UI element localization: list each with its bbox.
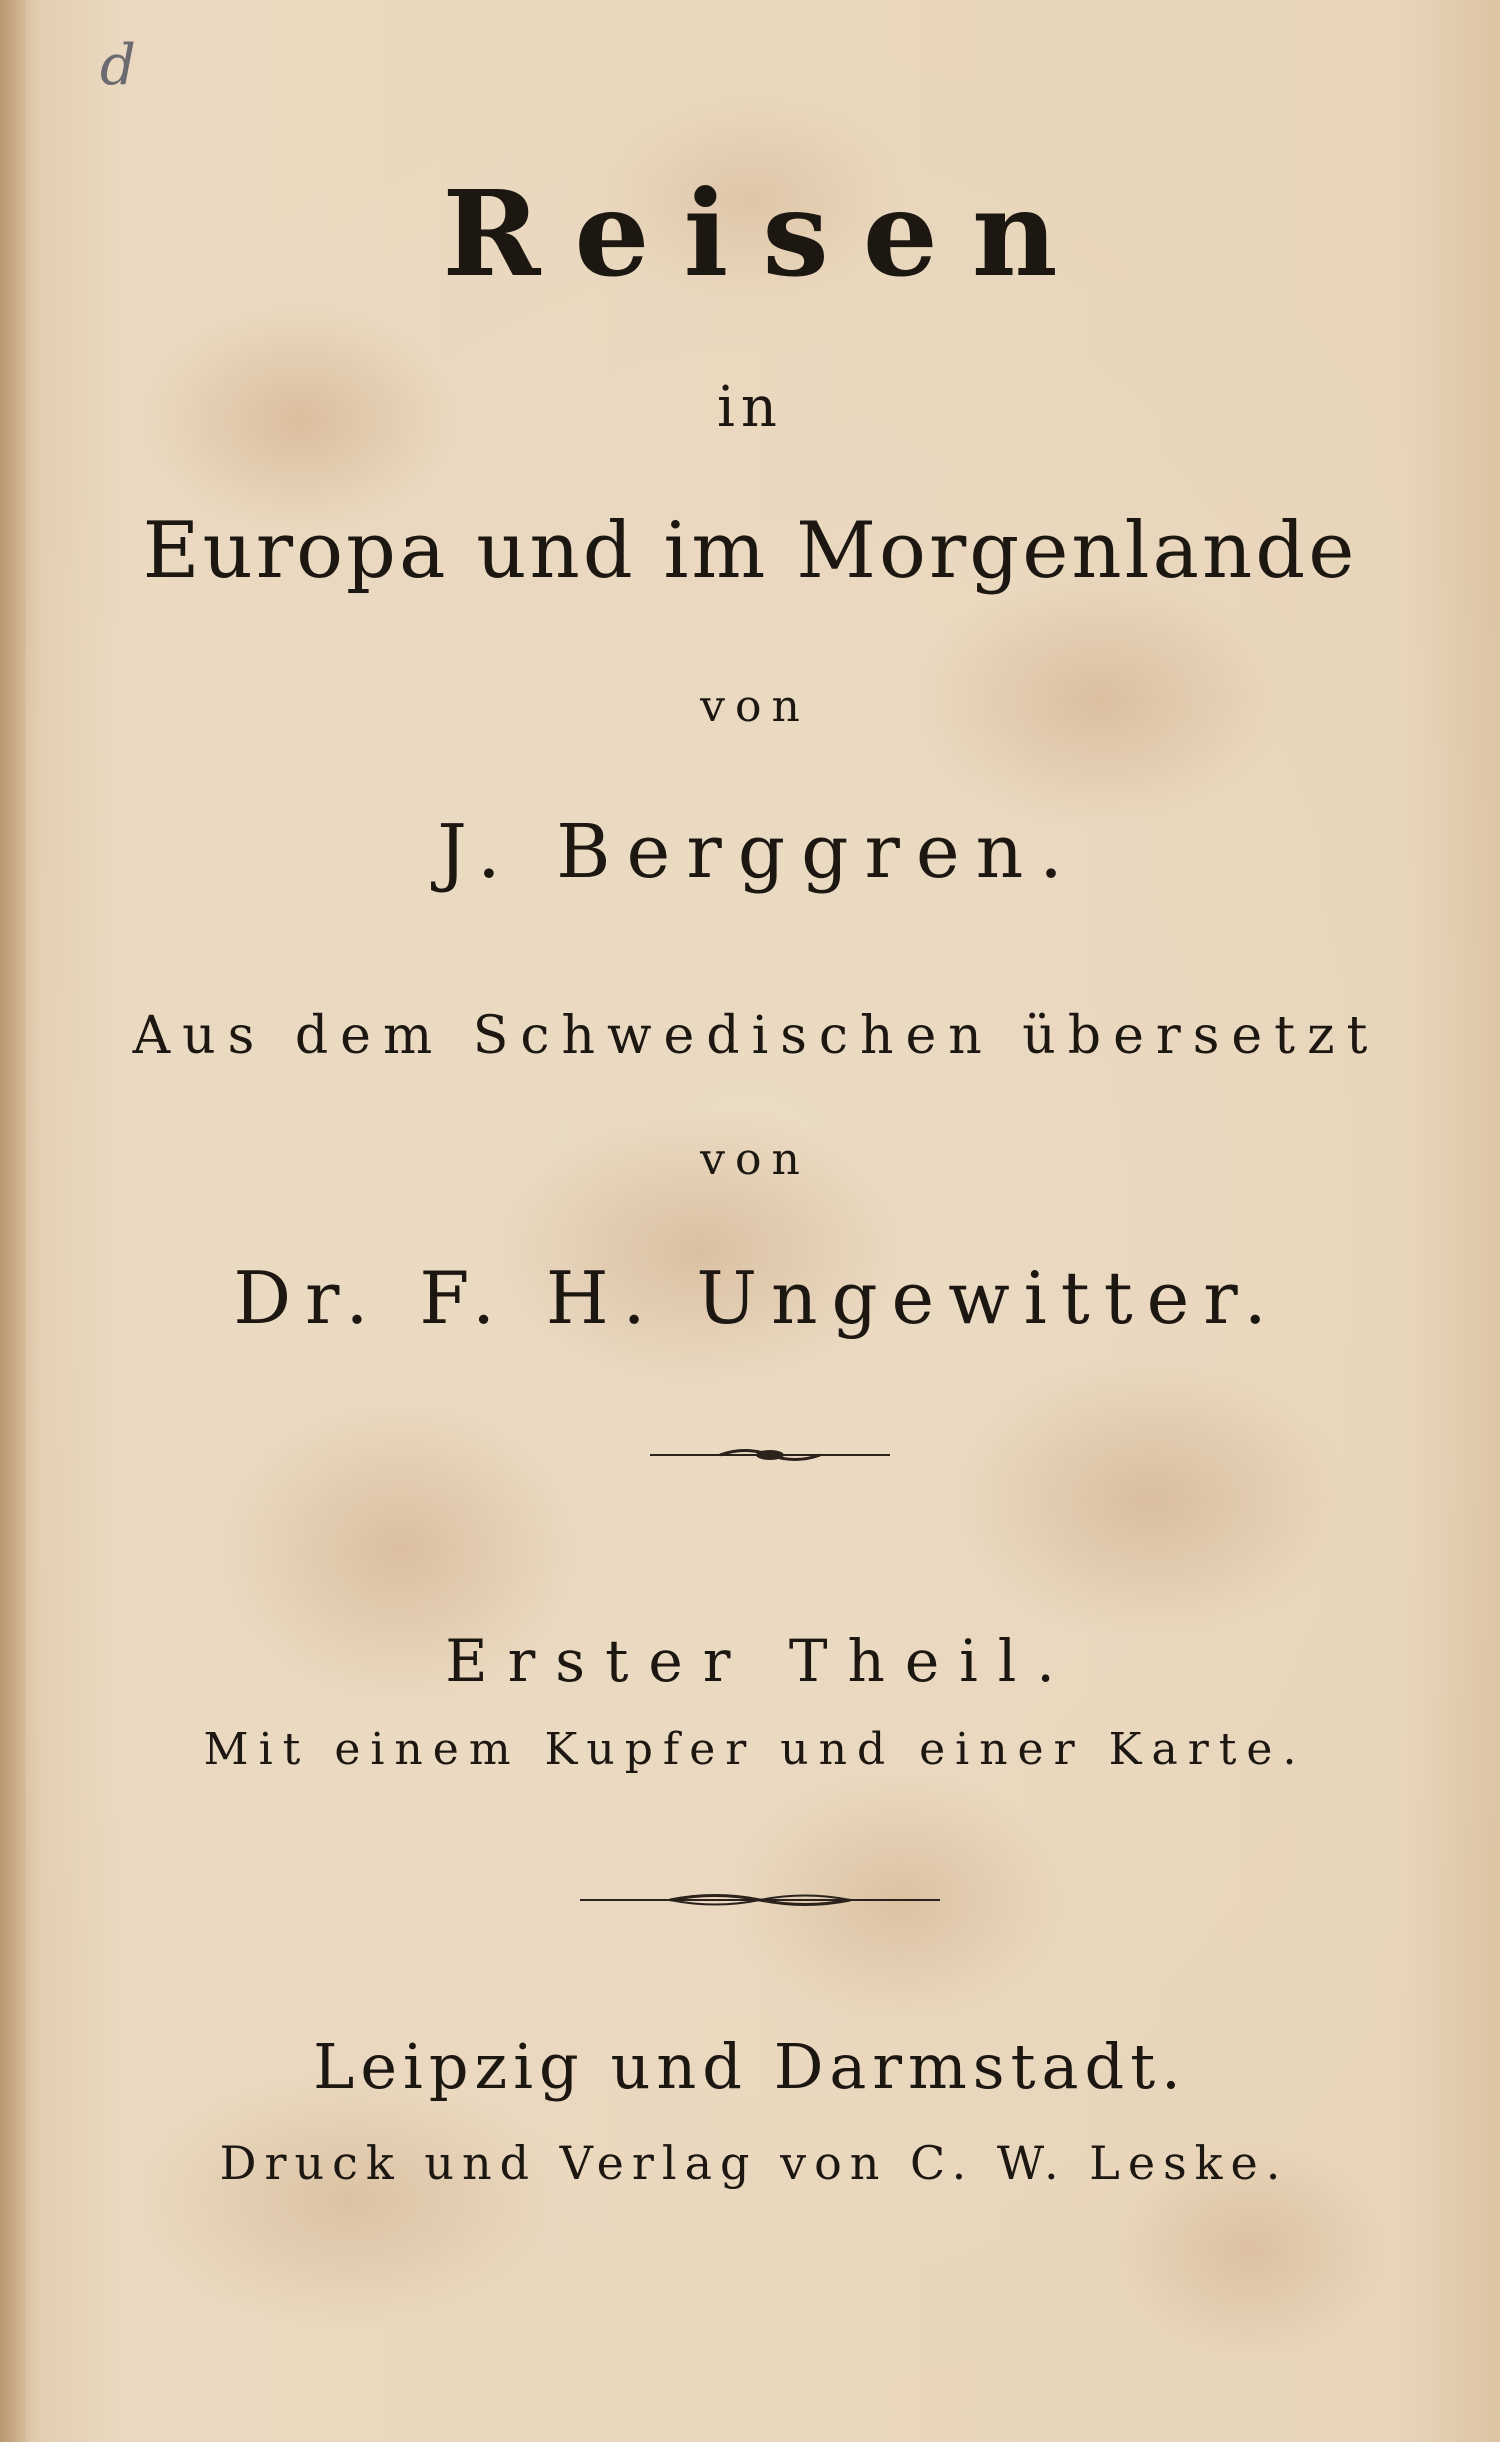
title-connector: in (717, 375, 783, 440)
author-preposition: von (700, 681, 810, 732)
book-title: Reisen (442, 164, 1092, 303)
plates-note: Mit einem Kupfer und einer Karte. (203, 1724, 1307, 1775)
volume-label: Erster Theil. (445, 1627, 1075, 1695)
ornamental-rule-top (650, 1440, 890, 1470)
ornamental-rule-bottom (580, 1885, 940, 1915)
publisher-line: Druck und Verlag von C. W. Leske. (219, 2136, 1289, 2190)
translator-preposition: von (700, 1134, 810, 1185)
pencil-mark: d (100, 33, 136, 98)
author-name: J. Berggren. (437, 809, 1079, 895)
translation-note: Aus dem Schwedischen übersetzt (132, 1006, 1380, 1066)
book-subtitle: Europa und im Morgenlande (142, 506, 1358, 596)
publication-place: Leipzig und Darmstadt. (313, 2030, 1187, 2103)
translator-name: Dr. F. H. Ungewitter. (233, 1256, 1281, 1340)
